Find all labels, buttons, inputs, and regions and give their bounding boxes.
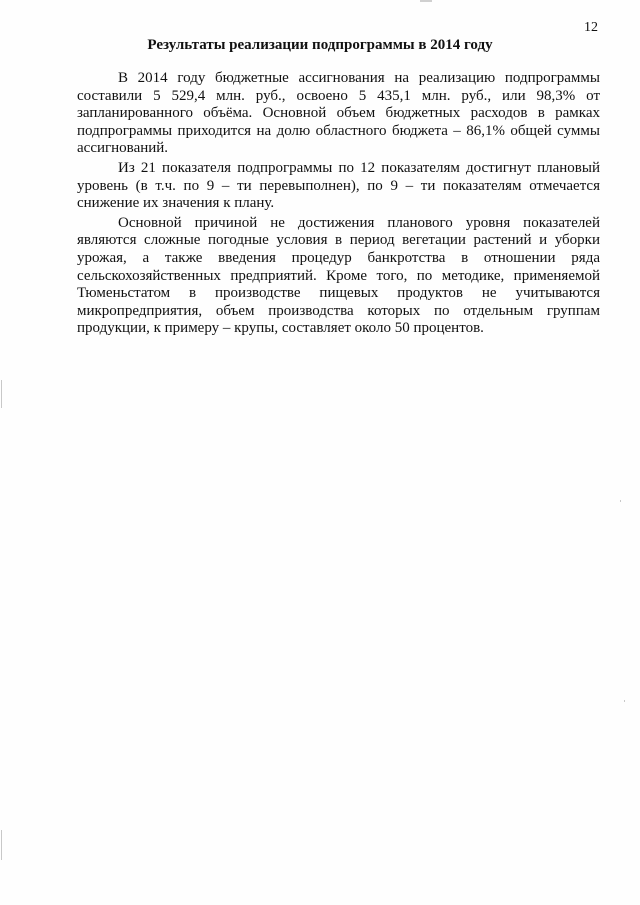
section-heading: Результаты реализации подпрограммы в 2014 году <box>147 37 493 53</box>
scan-edge-mark <box>624 700 625 702</box>
scan-edge-mark <box>1 380 2 408</box>
paragraph-indicators: Из 21 показателя подпрограммы по 12 показателям достигнут плановый уровень (в т.ч. по 9 – ти перевыполнен), по 9 – ти показателям отмечается снижение их значения к плану. <box>77 159 600 212</box>
scan-artifact <box>420 0 432 2</box>
body-text <box>77 70 600 340</box>
scan-edge-mark <box>620 500 621 502</box>
page-number: 12 <box>584 20 598 35</box>
paragraph-reasons: Основной причиной не достижения планового уровня показателей являются сложные погодные условия в период вегетации растений и уборки урожая, а также введения процедур банкротства в отношении ряда сельскохозяйственных предприятий. Кроме того, по методике, применяемой Тюменьстатом в производстве пищевых продуктов не учитываются микропредприятия, объем производства которых по отдельным группам продукции, к примеру – крупы, составляет около 50 процентов. <box>77 214 600 337</box>
scan-edge-mark <box>1 830 2 860</box>
paragraph-budget: В 2014 году бюджетные ассигнования на реализацию подпрограммы составили 5 529,4 млн. руб., освоено 5 435,1 млн. руб., или 98,3% от запланированного объёма. Основной объем бюджетных расходов в рамках подпрограммы приходится на долю областного бюджета – 86,1% общей суммы ассигнований. <box>77 70 600 157</box>
